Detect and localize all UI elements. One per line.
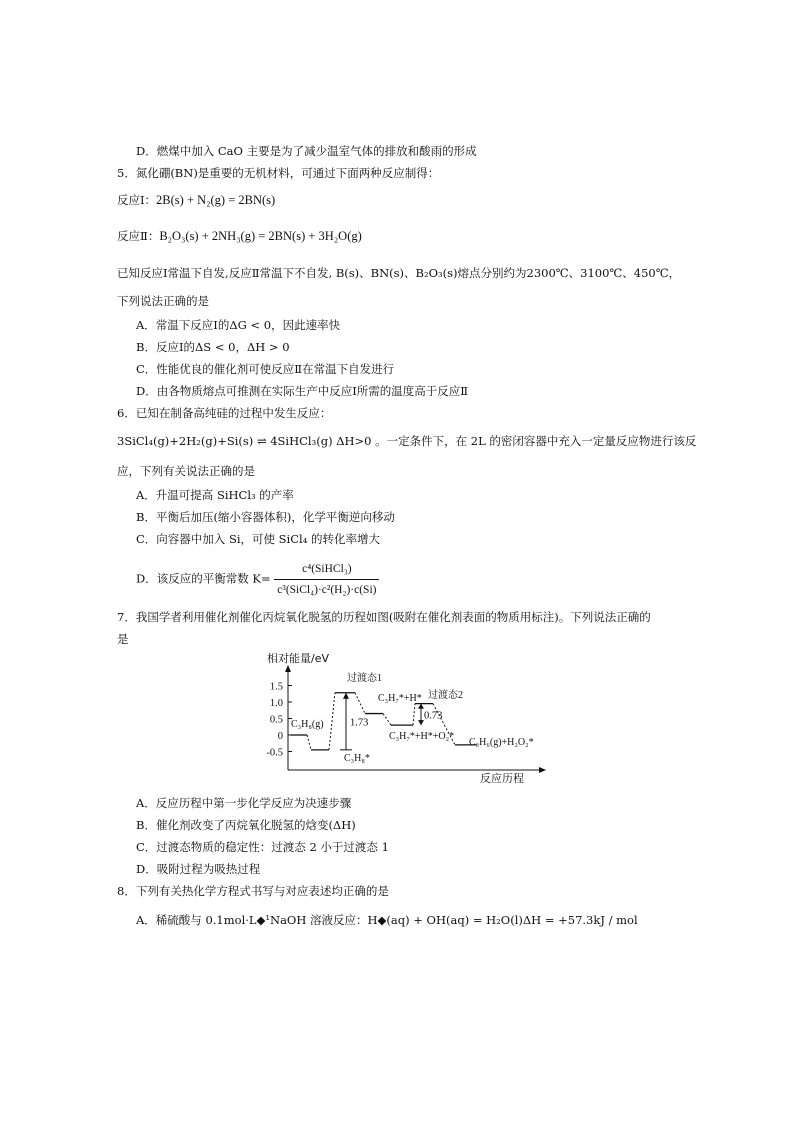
y-tick-label-2: 0.5 [269, 714, 283, 726]
barrier-arrowhead-2 [418, 704, 424, 709]
energy-level-label-4: C₃H₇*+H*+O₂* [389, 731, 455, 742]
q6-stem: 6．已知在制备高纯硅的过程中发生反应： [117, 406, 332, 420]
q8-stem: 8．下列有关热化学方程式书写与对应表述均正确的是 [117, 884, 389, 898]
x-axis-arrow [539, 767, 546, 773]
connector-2 [355, 693, 365, 714]
connector-3 [383, 714, 391, 726]
q8-option-a: A．稀硫酸与 0.1mol·L◆¹NaOH 溶液反应：H◆(aq) + OH(aq) = H₂O(l)ΔH = +57.3kJ / mol [136, 913, 638, 927]
q5-stem: 5．氮化硼(BN)是重要的无机材料，可通过下面两种反应制得： [117, 166, 440, 180]
energy-level-label-5: 过渡态2 [428, 690, 463, 701]
energy-level-label-2: 过渡态1 [347, 673, 382, 684]
q7-option-b: B．催化剂改变了丙烷氧化脱氢的焓变(ΔH) [136, 818, 356, 832]
equilibrium-constant-fraction [274, 560, 379, 599]
connector-0 [307, 735, 311, 750]
q5-option-d: D．由各物质熔点可推测在实际生产中反应Ⅰ所需的温度高于反应Ⅱ [136, 384, 469, 398]
y-axis-arrow [285, 665, 291, 672]
q5-info: 已知反应Ⅰ常温下自发,反应Ⅱ常温下不自发, B(s)、BN(s)、B₂O₃(s)熔点分别约为2300℃、3100℃、450℃， [117, 266, 681, 280]
q5-ask: 下列说法正确的是 [117, 294, 209, 308]
energy-level-label-3: C₃H₇*+H* [378, 693, 422, 704]
q5-reaction-1 [117, 192, 275, 208]
q5-option-b: B．反应Ⅰ的ΔS < 0，ΔH > 0 [136, 340, 290, 354]
q6-equation-line: 3SiCl₄(g)+2H₂(g)+Si(s) ⇌ 4SiHCl₃(g) ΔH>0 。一定条件下，在 2L 的密闭容器中充入一定量反应物进行该反 [117, 434, 697, 448]
q6-option-c: C．向容器中加入 Si，可使 SiCl₄ 的转化率增大 [136, 532, 380, 546]
q5-reaction-2 [117, 228, 362, 244]
q6-option-d-prefix: D．该反应的平衡常数 K= [136, 571, 271, 586]
q5-option-a: A．常温下反应Ⅰ的ΔG < 0，因此速率快 [136, 318, 341, 332]
q4-option-d: D．燃煤中加入 CaO 主要是为了减少温室气体的排放和酸雨的形成 [136, 144, 477, 158]
y-tick-label-4: -0.5 [266, 747, 283, 759]
q5-r2-label: 反应Ⅱ： [117, 229, 160, 243]
q5-r1-label: 反应Ⅰ： [117, 193, 157, 207]
energy-level-label-0: C₃H₈(g) [291, 719, 324, 730]
q6-option-d [136, 560, 379, 599]
y-tick-label-3: 0 [277, 731, 283, 742]
energy-level-label-6: C₃H₆(g)+H₂O₂* [469, 737, 534, 748]
x-axis-label: 反应历程 [480, 772, 524, 785]
q5-r2-equation: B₂O₃(s) + 2NH₃(g) = 2BN(s) + 3H₂O(g) [159, 229, 362, 243]
connector-1 [329, 693, 335, 750]
q6-option-b: B．平衡后加压(缩小容器体积)，化学平衡逆向移动 [136, 510, 395, 524]
y-axis-label: 相对能量/eV [267, 652, 329, 665]
y-tick-label-1: 1.0 [269, 698, 283, 709]
q5-option-c: C．性能优良的催化剂可使反应Ⅱ在常温下自发进行 [136, 362, 395, 376]
q7-option-a: A．反应历程中第一步化学反应为决速步骤 [136, 796, 352, 810]
q7-option-d: D．吸附过程为吸热过程 [136, 862, 261, 876]
barrier-arrowhead-1 [343, 693, 349, 699]
q6-option-a: A．升温可提高 SiHCl₃ 的产率 [136, 488, 294, 502]
barrier-label-1: 1.73 [350, 717, 369, 729]
q6-equation-cont: 应，下列有关说法正确的是 [117, 464, 255, 478]
connector-4 [413, 704, 415, 725]
fraction-numerator: c⁴(SiHCl₃) [274, 560, 379, 580]
q5-r1-equation: 2B(s) + N₂(g) = 2BN(s) [156, 193, 276, 207]
q7-stem: 7．我国学者利用催化剂催化丙烷氧化脱氢的历程如图(吸附在催化剂表面的物质用标注)。下列说法正确的 [117, 610, 651, 624]
energy-profile-chart [255, 648, 555, 788]
q7-option-c: C．过渡态物质的稳定性：过渡态 2 小于过渡态 1 [136, 840, 389, 854]
energy-level-label-1: C₃H₈* [344, 753, 370, 764]
barrier-label-2: 0.73 [424, 710, 443, 722]
q7-stem-cont: 是 [117, 632, 129, 646]
fraction-denominator: c³(SiCl₄)·c²(H₂)·c(Si) [277, 584, 377, 596]
y-tick-label-0: 1.5 [269, 681, 283, 693]
